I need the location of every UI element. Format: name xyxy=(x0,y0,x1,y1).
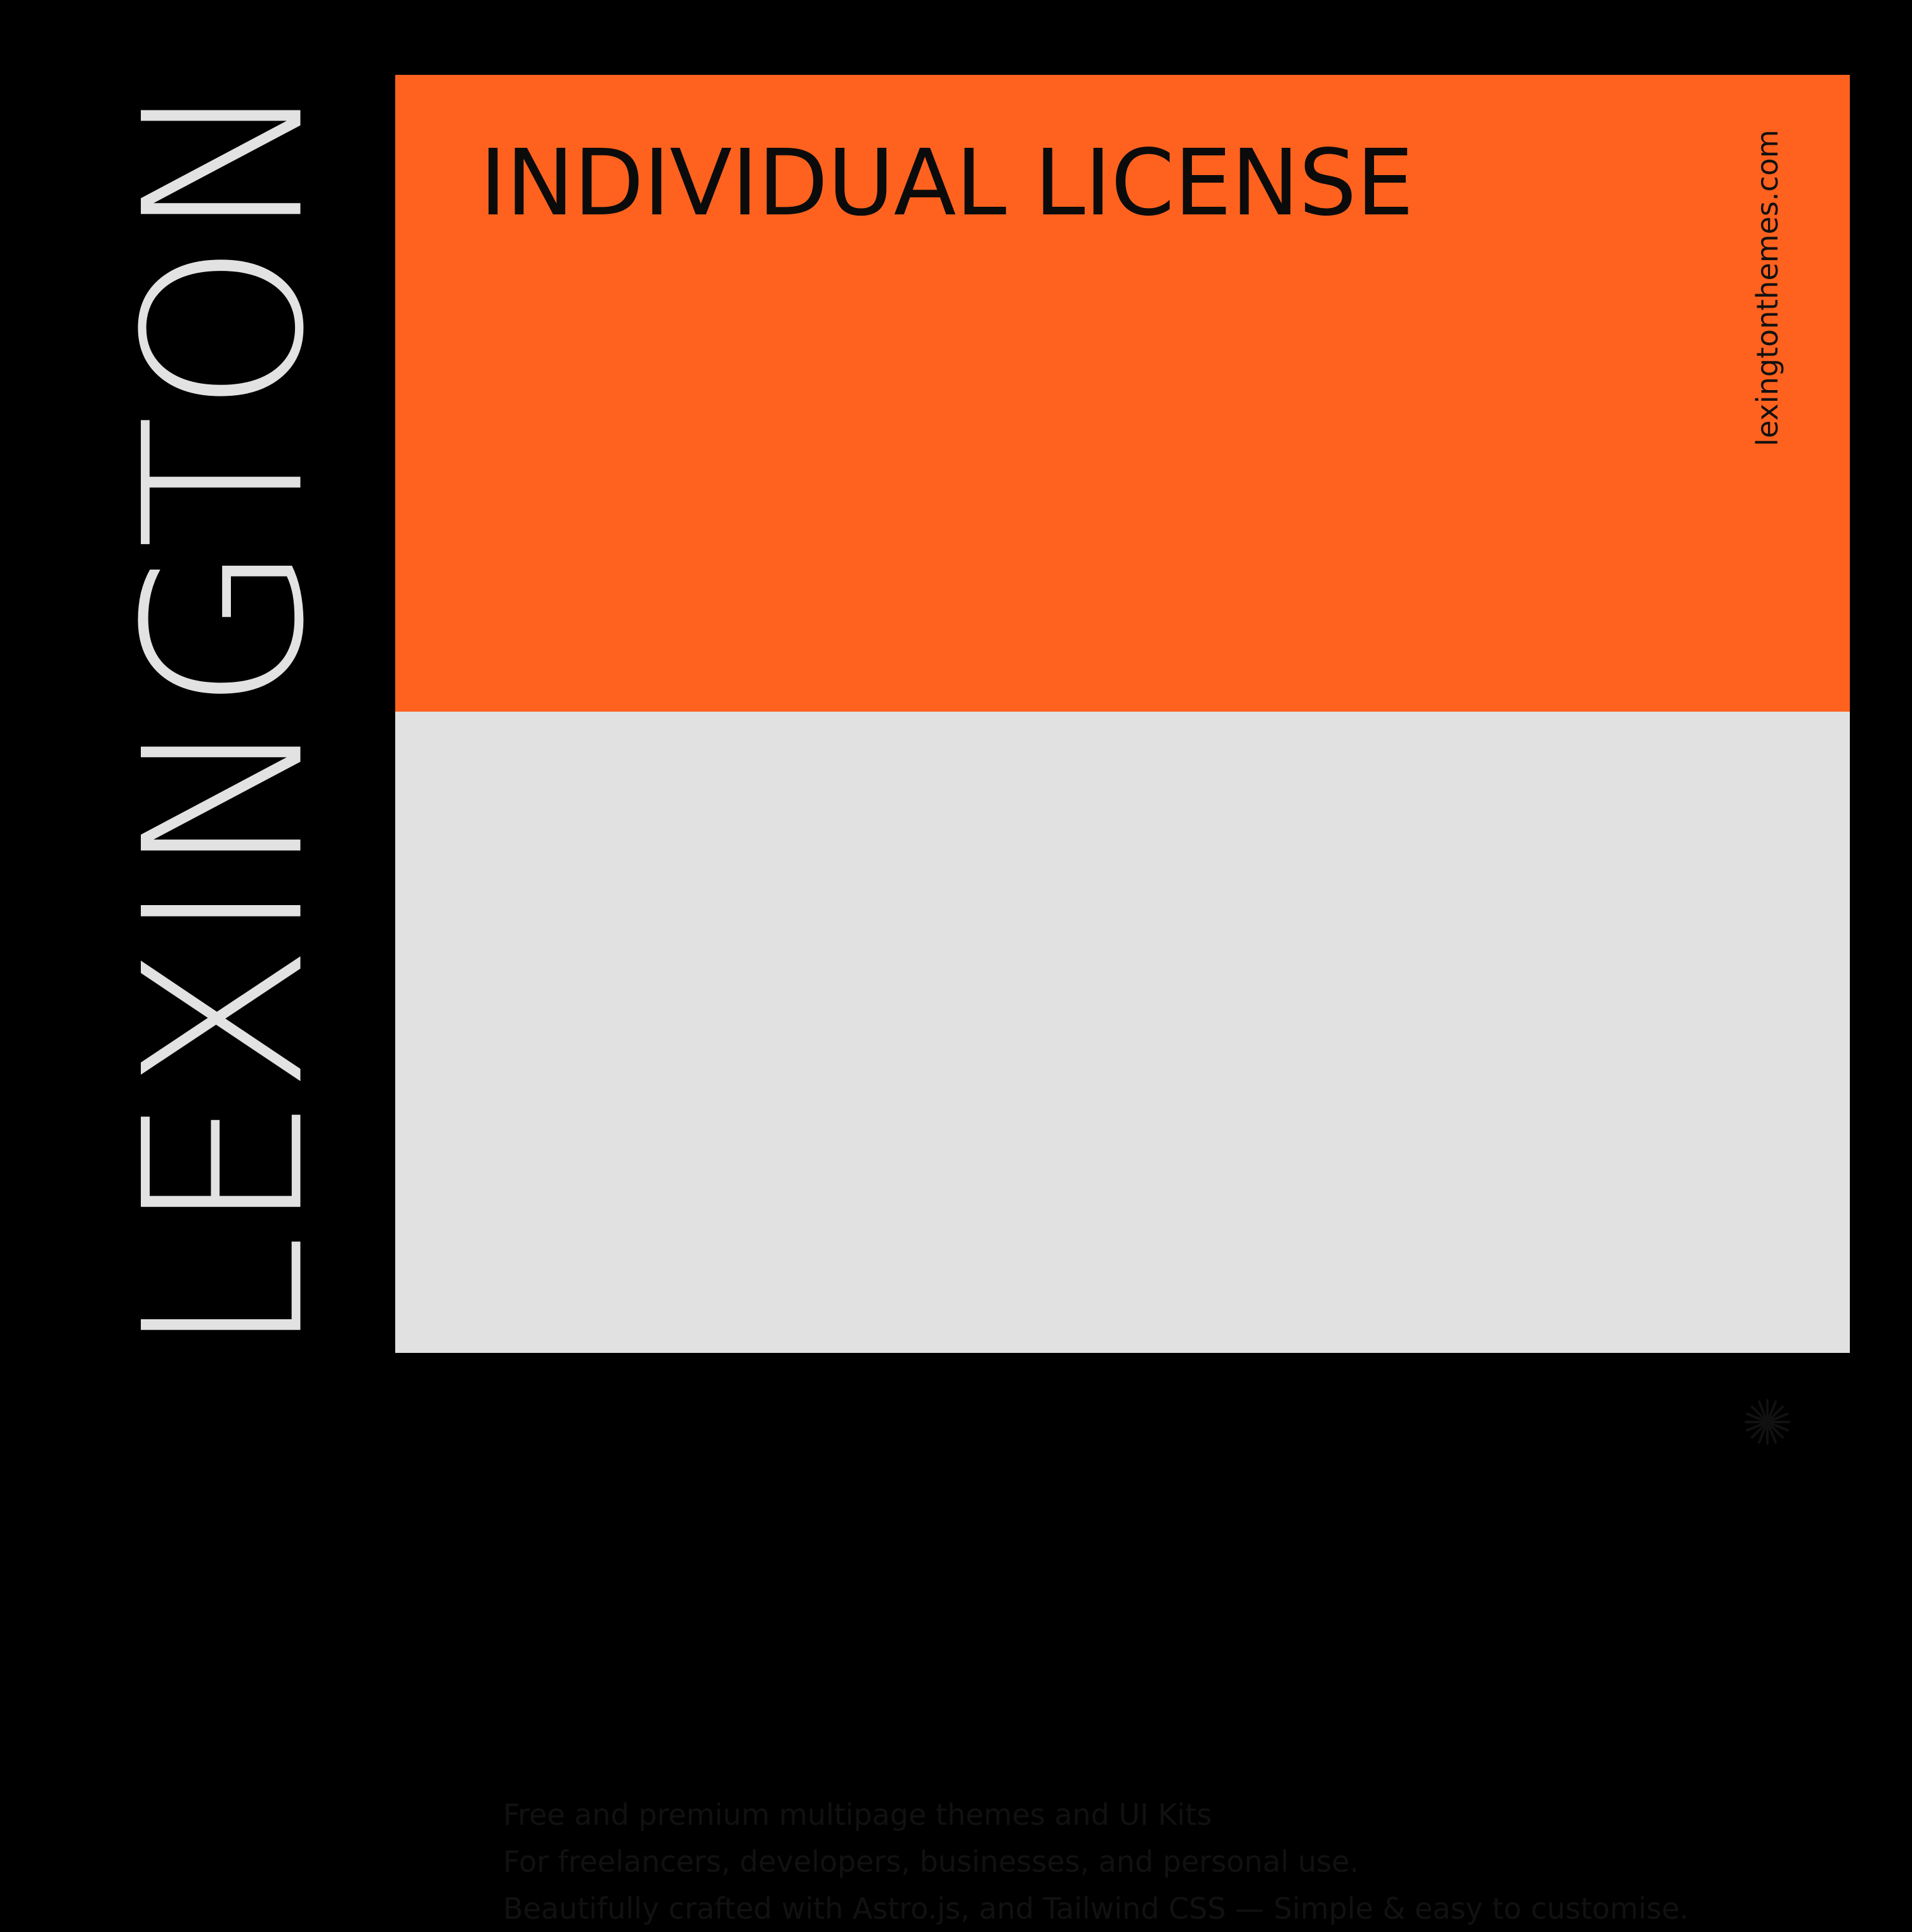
card-header-panel xyxy=(395,75,1850,712)
brand-wordmark: LEXINGTON xyxy=(98,75,353,1357)
brand-column xyxy=(0,0,395,1434)
tagline-line: Beautifully crafted with Astro.js, and Tailwind CSS — Simple & easy to customise. xyxy=(503,1891,1689,1926)
license-card xyxy=(395,75,1850,1926)
starburst-icon xyxy=(1743,1398,1791,1446)
website-url: lexingtonthemes.com xyxy=(1750,129,1784,447)
license-title: INDIVIDUAL LICENSE xyxy=(480,129,1413,236)
tagline xyxy=(503,1791,1804,1932)
tagline-line: Free and premium multipage themes and UI Kits xyxy=(503,1798,1212,1832)
tagline-line: For freelancers, developers, businesses, and personal use. xyxy=(503,1844,1359,1879)
card-body-panel xyxy=(395,712,1850,1926)
